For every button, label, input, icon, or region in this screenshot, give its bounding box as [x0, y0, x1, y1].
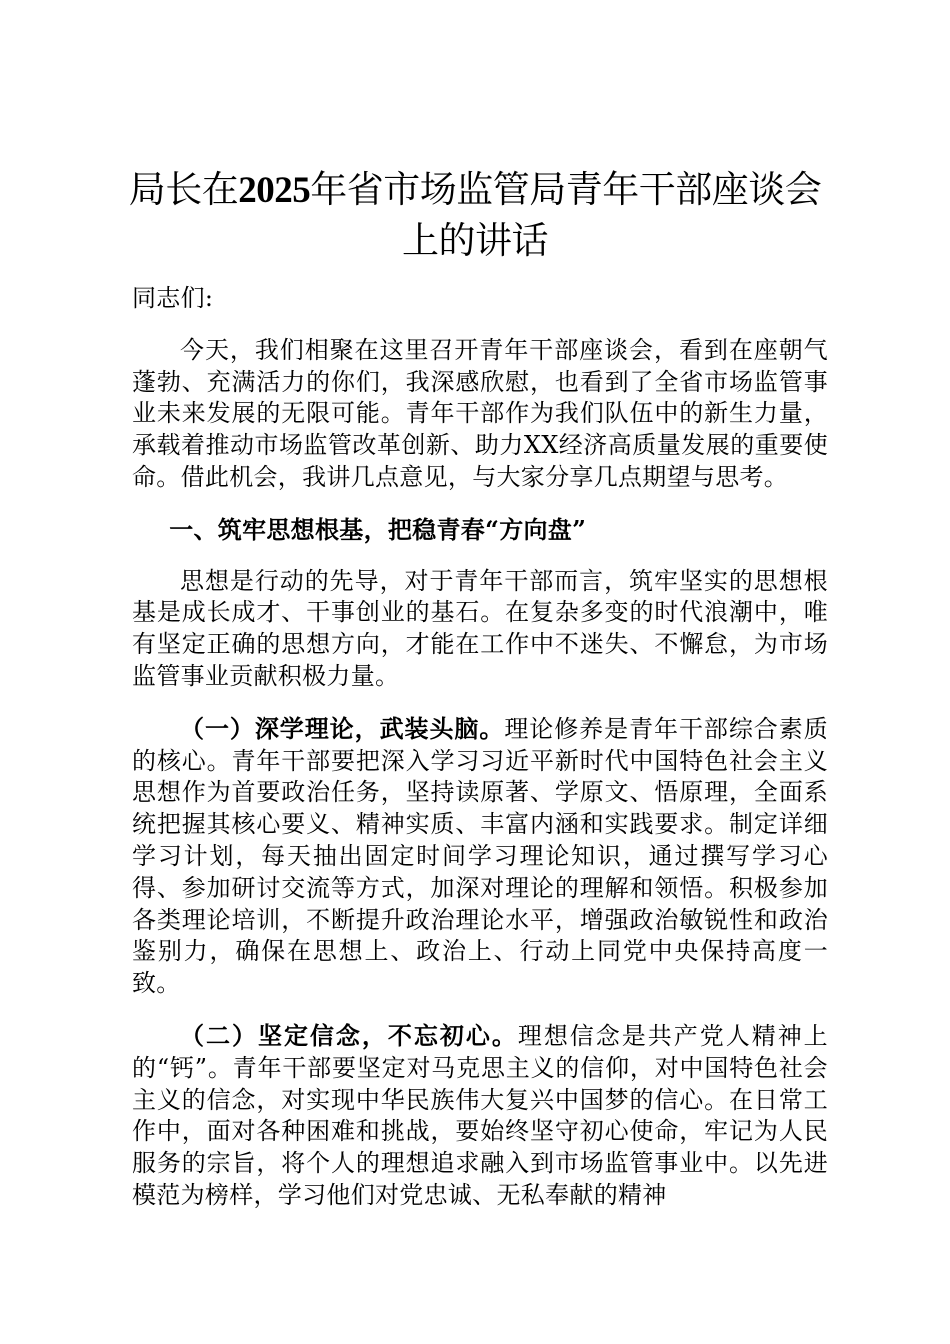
greeting: 同志们:	[132, 284, 214, 312]
title-year: 2025	[238, 170, 311, 211]
document-title	[120, 165, 830, 266]
section-1-heading: 一、筑牢思想根基，把稳青春“方向盘”	[169, 514, 587, 544]
intro-paragraph: 今天，我们相聚在这里召开青年干部座谈会，看到在座朝气蓬勃、充满活力的你们，我深感欣慰，也看到了全省市场监管事业未来发展的无限可能。青年干部作为我们队伍中的新生力量，承载着推动市场监管改革创新、助力XX经济高质量发展的重要使命。借此机会，我讲几点意见，与大家分享几点期望与思考。	[132, 335, 828, 491]
title-part1: 局长在	[128, 168, 239, 211]
subsection-1-heading: （一）深学理论，武装头脑。	[180, 713, 505, 743]
subsection-2-text: 理想信念是共产党人精神上的“钙”。青年干部要坚定对马克思主义的信仰，对中国特色社会主义的信念，对实现中华民族伟大复兴中国梦的信心。在日常工作中，面对各种困难和挑战，要始终坚守初心使命，牢记为人民服务的宗旨，将个人的理想追求融入到市场监管事业中。以先进模范为榜样，学习他们对党忠诚、无私奉献的精神	[132, 1021, 828, 1209]
subsection-1-text: 理论修养是青年干部综合素质的核心。青年干部要把深入学习习近平新时代中国特色社会主义思想作为首要政治任务，坚持读原著、学原文、悟原理，全面系统把握其核心要义、精神实质、丰富内涵和实践要求。制定详细学习计划，每天抽出固定时间学习理论知识，通过撰写学习心得、参加研讨交流等方式，加深对理论的理解和领悟。积极参加各类理论培训，不断提升政治理论水平，增强政治敏锐性和政治鉴别力，确保在思想上、政治上、行动上同党中央保持高度一致。	[132, 714, 828, 998]
subsection-2-heading: （二）坚定信念，不忘初心。	[180, 1020, 518, 1050]
document-body	[132, 283, 828, 1232]
subsection-1-paragraph	[132, 713, 828, 1000]
subsection-2-paragraph	[132, 1020, 828, 1212]
title-part2: 年省市场监管局青年干部座谈会上的讲话	[310, 168, 822, 262]
section-1-intro-paragraph: 思想是行动的先导，对于青年干部而言，筑牢坚实的思想根基是成长成才、干事创业的基石。在复杂多变的时代浪潮中，唯有坚定正确的思想方向，才能在工作中不迷失、不懈怠，为市场监管事业贡献积极力量。	[132, 566, 828, 690]
